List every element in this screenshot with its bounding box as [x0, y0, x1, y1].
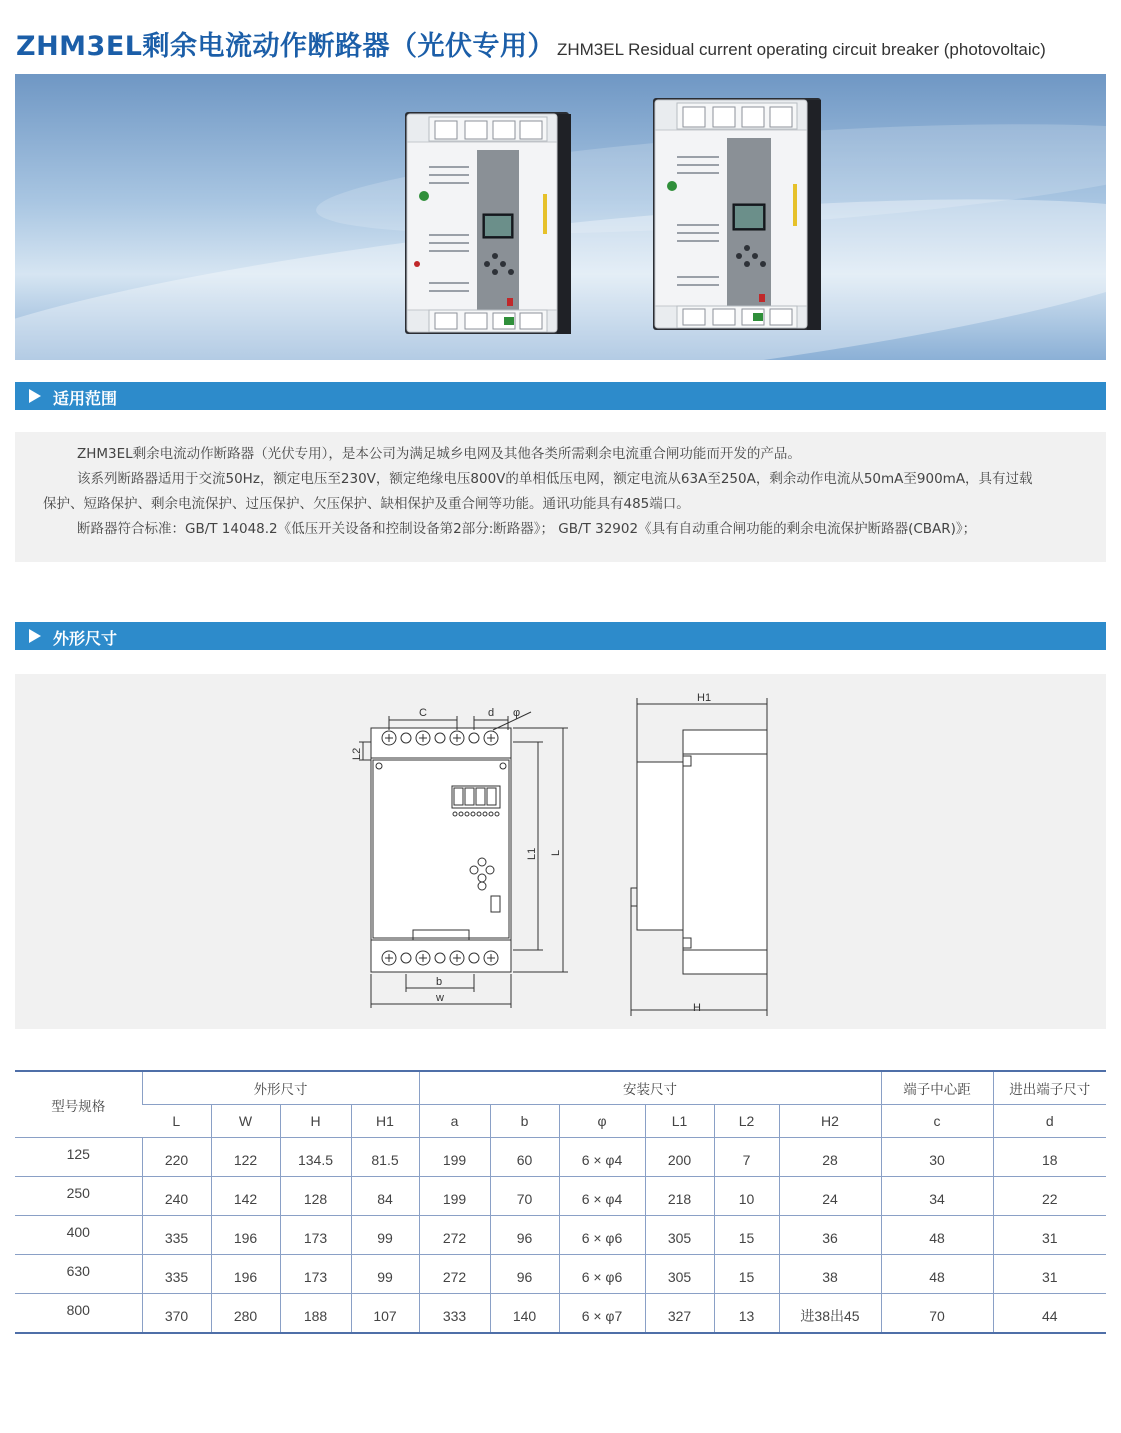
table-cell: 22: [993, 1177, 1106, 1216]
page-title: [16, 24, 1046, 63]
table-cell: 196: [211, 1216, 280, 1255]
section-title-dimensions: 外形尺寸: [53, 629, 118, 648]
table-cell-model: 800: [15, 1294, 142, 1334]
header-terminal-center: 端子中心距: [881, 1071, 993, 1105]
side-view: [631, 698, 767, 1016]
table-cell: 280: [211, 1294, 280, 1334]
table-cell: 6 × φ4: [559, 1138, 645, 1177]
subheader-c: c: [881, 1105, 993, 1138]
table-cell: 99: [351, 1255, 419, 1294]
table-cell: 81.5: [351, 1138, 419, 1177]
header-terminal-size: 进出端子尺寸: [993, 1071, 1106, 1105]
table-cell: 28: [779, 1138, 881, 1177]
table-cell: 196: [211, 1255, 280, 1294]
table-cell: 142: [211, 1177, 280, 1216]
table-cell: 99: [351, 1216, 419, 1255]
breaker-photo-left: [405, 112, 571, 334]
dim-label-H1: H1: [697, 692, 712, 704]
specification-table: [15, 1070, 1106, 1334]
dim-label-w: w: [436, 992, 444, 1004]
dimension-drawing: [15, 674, 1106, 1029]
table-cell: 48: [881, 1216, 993, 1255]
table-cell: 60: [490, 1138, 559, 1177]
section-header-dimensions: [15, 622, 1106, 650]
description-paragraph-2: 该系列断路器适用于交流50Hz，额定电压至230V，额定绝缘电压800V的单相低压电网，额定电流从63A至250A，剩余动作电流从50mA至900mA，具有过载: [77, 471, 1033, 487]
table-cell: 134.5: [280, 1138, 351, 1177]
table-cell: 70: [881, 1294, 993, 1334]
table-cell-model: 400: [15, 1216, 142, 1255]
table-cell: 107: [351, 1294, 419, 1334]
table-cell: 140: [490, 1294, 559, 1334]
subheader-L2: L2: [714, 1105, 779, 1138]
table-cell: 335: [142, 1216, 211, 1255]
table-cell: 173: [280, 1255, 351, 1294]
table-cell: 6 × φ6: [559, 1216, 645, 1255]
table-cell: 122: [211, 1138, 280, 1177]
dim-label-L: L: [550, 849, 562, 856]
subheader-phi: φ: [559, 1105, 645, 1138]
table-row: [15, 1294, 1106, 1334]
subheader-b: b: [490, 1105, 559, 1138]
breaker-photo-right: [653, 98, 821, 330]
table-cell: 96: [490, 1216, 559, 1255]
dim-label-b: b: [436, 976, 443, 988]
description-paragraph-1: ZHM3EL剩余电流动作断路器（光伏专用），是本公司为满足城乡电网及其他各类所需剩余电流重合闸功能而开发的产品。: [77, 446, 801, 462]
description-paragraph-4: 断路器符合标准：GB/T 14048.2《低压开关设备和控制设备第2部分:断路器》； GB/T 32902《具有自动重合闸功能的剩余电流保护断路器(CBAR)》；: [77, 521, 977, 537]
table-cell: 96: [490, 1255, 559, 1294]
table-cell: 370: [142, 1294, 211, 1334]
header-model: 型号规格: [15, 1071, 142, 1138]
table-cell: 34: [881, 1177, 993, 1216]
triangle-icon: [29, 629, 41, 643]
dim-label-C: C: [419, 707, 427, 719]
table-cell: 240: [142, 1177, 211, 1216]
table-cell: 199: [419, 1138, 490, 1177]
table-cell: 128: [280, 1177, 351, 1216]
table-cell: 272: [419, 1255, 490, 1294]
subheader-W: W: [211, 1105, 280, 1138]
table-row: [15, 1216, 1106, 1255]
table-cell: 31: [993, 1216, 1106, 1255]
table-row: [15, 1177, 1106, 1216]
subheader-H: H: [280, 1105, 351, 1138]
table-cell: 6 × φ6: [559, 1255, 645, 1294]
table-cell: 38: [779, 1255, 881, 1294]
table-cell: 13: [714, 1294, 779, 1334]
table-cell-model: 630: [15, 1255, 142, 1294]
title-chinese: ZHM3EL剩余电流动作断路器（光伏专用）: [16, 31, 555, 62]
dim-label-d: d: [488, 707, 495, 719]
table-cell: 335: [142, 1255, 211, 1294]
table-cell: 44: [993, 1294, 1106, 1334]
table-cell: 327: [645, 1294, 714, 1334]
product-photos: [15, 74, 1106, 360]
table-cell: 305: [645, 1255, 714, 1294]
subheader-L: L: [142, 1105, 211, 1138]
table-cell: 200: [645, 1138, 714, 1177]
table-cell: 36: [779, 1216, 881, 1255]
table-cell: 272: [419, 1216, 490, 1255]
table-cell: 15: [714, 1255, 779, 1294]
table-row: [15, 1255, 1106, 1294]
subheader-L1: L1: [645, 1105, 714, 1138]
table-cell: 173: [280, 1216, 351, 1255]
dim-label-phi: φ: [513, 707, 521, 719]
table-cell: 333: [419, 1294, 490, 1334]
description-paragraph-3: 保护、短路保护、剩余电流保护、过压保护、欠压保护、缺相保护及重合闸等功能。通讯功能具有485端口。: [43, 496, 690, 512]
header-outline: 外形尺寸: [142, 1071, 419, 1105]
table-cell-model: 125: [15, 1138, 142, 1177]
section-title-scope: 适用范围: [53, 389, 118, 408]
table-cell: 10: [714, 1177, 779, 1216]
table-cell: 220: [142, 1138, 211, 1177]
table-body: [15, 1138, 1106, 1334]
table-cell: 48: [881, 1255, 993, 1294]
table-cell: 6 × φ7: [559, 1294, 645, 1334]
dim-label-H: H: [693, 1002, 701, 1014]
table-row: [15, 1138, 1106, 1177]
table-cell: 84: [351, 1177, 419, 1216]
table-cell: 18: [993, 1138, 1106, 1177]
subheader-H1: H1: [351, 1105, 419, 1138]
header-mount: 安装尺寸: [419, 1071, 881, 1105]
product-banner: [15, 74, 1106, 360]
subheader-d: d: [993, 1105, 1106, 1138]
table-cell: 进38出45: [779, 1294, 881, 1334]
description-panel: [15, 432, 1106, 562]
table-cell: 199: [419, 1177, 490, 1216]
table-cell: 24: [779, 1177, 881, 1216]
table-cell-model: 250: [15, 1177, 142, 1216]
subheader-a: a: [419, 1105, 490, 1138]
section-header-scope: [15, 382, 1106, 410]
table-cell: 7: [714, 1138, 779, 1177]
table-cell: 188: [280, 1294, 351, 1334]
title-english: ZHM3EL Residual current operating circuit breaker (photovoltaic): [556, 40, 1046, 59]
table-cell: 305: [645, 1216, 714, 1255]
dimension-drawing-panel: [15, 674, 1106, 1029]
table-cell: 15: [714, 1216, 779, 1255]
dim-label-L2: L2: [351, 747, 363, 760]
table-cell: 30: [881, 1138, 993, 1177]
table-cell: 218: [645, 1177, 714, 1216]
subheader-H2: H2: [779, 1105, 881, 1138]
table-cell: 31: [993, 1255, 1106, 1294]
table-cell: 70: [490, 1177, 559, 1216]
dim-label-L1: L1: [526, 847, 538, 860]
table-cell: 6 × φ4: [559, 1177, 645, 1216]
triangle-icon: [29, 389, 41, 403]
